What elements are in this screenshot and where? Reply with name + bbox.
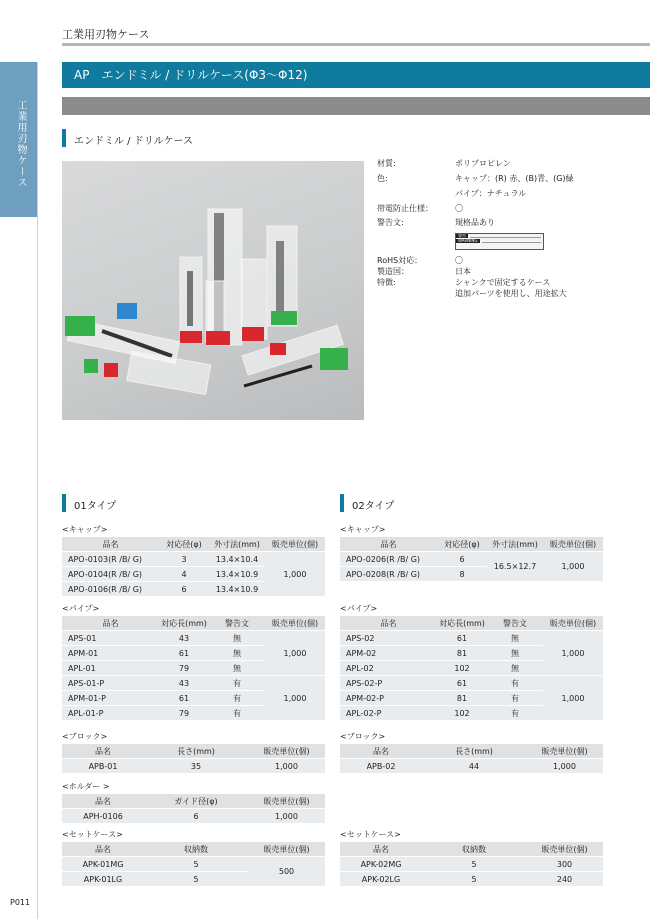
table-cell: 300 — [526, 857, 603, 872]
spec-label: RoHS対応： — [377, 256, 423, 265]
table-header: 長さ(mm) — [144, 744, 248, 759]
side-divider — [37, 62, 38, 919]
table-header: 収納数 — [144, 842, 248, 857]
table-cell: APO-0206(R /B/ G) — [340, 552, 437, 567]
table-row — [62, 676, 325, 691]
table-cell: APL-01-P — [62, 706, 159, 721]
table-cell: 61 — [437, 631, 487, 646]
table-cell: APL-02 — [340, 661, 437, 676]
spec-value: 〇 — [455, 256, 463, 265]
caption-set: <セットケース> — [62, 830, 123, 839]
table-cell: 79 — [159, 661, 209, 676]
spec-value: キャップ：(R) 赤、(B)青、(G)緑 — [455, 174, 574, 183]
caption-set: <セットケース> — [340, 830, 401, 839]
table-cell: 5 — [144, 857, 248, 872]
table-cell: 81 — [437, 646, 487, 661]
table-cell: 13.4×10.9 — [209, 582, 265, 597]
table-cell: APS-01-P — [62, 676, 159, 691]
table-header: 対応径(φ) — [159, 537, 209, 552]
table-cell: APK-01LG — [62, 872, 144, 887]
table-row — [340, 857, 603, 872]
table-cell: 8 — [437, 567, 487, 582]
table-cell: APM-02-P — [340, 691, 437, 706]
subheader-bar — [62, 97, 650, 115]
table-row — [340, 676, 603, 691]
table-cell: APB-01 — [62, 759, 144, 774]
table-header: 品名 — [62, 794, 144, 809]
caption-block: <ブロック> — [340, 732, 386, 741]
table-header: 販売単位(個) — [543, 537, 603, 552]
table-cell: 35 — [144, 759, 248, 774]
table-cell: APL-02-P — [340, 706, 437, 721]
table-cell: 4 — [159, 567, 209, 582]
table-header: 販売単位(個) — [526, 842, 603, 857]
table-cell: 1,000 — [265, 552, 325, 597]
type01-caps-table — [62, 537, 325, 597]
table-row — [340, 552, 603, 567]
table-cell: APO-0106(R /B/ G) — [62, 582, 159, 597]
table-cell: 無 — [209, 661, 265, 676]
table-cell: 有 — [209, 676, 265, 691]
caption-pipes: <パイプ> — [62, 604, 100, 613]
table-header: 品名 — [62, 537, 159, 552]
table-cell: 6 — [437, 552, 487, 567]
table-cell: 61 — [159, 691, 209, 706]
table-cell: APS-01 — [62, 631, 159, 646]
type01-set-table — [62, 842, 325, 887]
table-header: 品名 — [340, 537, 437, 552]
table-cell: 3 — [159, 552, 209, 567]
table-header: 対応径(φ) — [437, 537, 487, 552]
type02-block-table — [340, 744, 603, 774]
table-cell: 44 — [422, 759, 526, 774]
table-cell: 79 — [159, 706, 209, 721]
table-cell: 6 — [159, 582, 209, 597]
table-cell: 240 — [526, 872, 603, 887]
type02-caps-table — [340, 537, 603, 582]
caption-holder: <ホルダー > — [62, 782, 110, 791]
table-cell: 61 — [437, 676, 487, 691]
caption-caps: <キャップ> — [340, 525, 386, 534]
table-header: 販売単位(個) — [543, 616, 603, 631]
table-header: 品名 — [340, 842, 422, 857]
table-row — [62, 552, 325, 567]
table-header: 品名 — [340, 616, 437, 631]
table-cell: APO-0103(R /B/ G) — [62, 552, 159, 567]
table-cell: APO-0104(R /B/ G) — [62, 567, 159, 582]
table-cell: APH-0106 — [62, 809, 144, 824]
caption-caps: <キャップ> — [62, 525, 108, 534]
table-cell: APK-01MG — [62, 857, 144, 872]
table-header: 販売単位(個) — [265, 537, 325, 552]
section-title: エンドミル / ドリルケース — [74, 136, 194, 147]
spec-value: 〇 — [455, 204, 463, 213]
table-header: 販売単位(個) — [248, 794, 325, 809]
table-cell: 5 — [144, 872, 248, 887]
spec-label: 警告文: — [377, 218, 404, 227]
table-header: ガイド径(φ) — [144, 794, 248, 809]
table-cell: 1,000 — [248, 759, 325, 774]
table-header: 外寸法(mm) — [209, 537, 265, 552]
table-cell: 無 — [209, 646, 265, 661]
table-cell: 1,000 — [543, 552, 603, 582]
product-illustration — [62, 161, 364, 420]
table-cell: 102 — [437, 706, 487, 721]
table-header: 外寸法(mm) — [487, 537, 543, 552]
table-cell: 81 — [437, 691, 487, 706]
warning-caption: WARNING — [458, 238, 478, 243]
table-row — [340, 872, 603, 887]
table-cell: APK-02LG — [340, 872, 422, 887]
spec-label: 製造国： — [377, 267, 409, 276]
table-cell: APS-02 — [340, 631, 437, 646]
spec-label: 特徴: — [377, 278, 396, 287]
table-cell: APM-01 — [62, 646, 159, 661]
table-cell: APO-0208(R /B/ G) — [340, 567, 437, 582]
table-header: 長さ(mm) — [422, 744, 526, 759]
table-cell: APB-02 — [340, 759, 422, 774]
type02-title: 02タイプ — [352, 501, 395, 512]
table-row — [62, 857, 325, 872]
section-marker — [340, 494, 344, 512]
table-row — [62, 809, 325, 824]
table-header: 販売単位(個) — [248, 744, 325, 759]
table-header: 警告文 — [487, 616, 543, 631]
table-header: 警告文 — [209, 616, 265, 631]
table-cell: 1,000 — [248, 809, 325, 824]
type02-pipes-table — [340, 616, 603, 721]
table-cell: APK-02MG — [340, 857, 422, 872]
table-cell: 無 — [487, 631, 543, 646]
header-rule — [62, 43, 650, 46]
table-header: 販売単位(個) — [526, 744, 603, 759]
type01-holder-table — [62, 794, 325, 824]
type01-title: 01タイプ — [74, 501, 117, 512]
table-header: 品名 — [340, 744, 422, 759]
table-cell: 102 — [437, 661, 487, 676]
table-cell: 500 — [248, 857, 325, 887]
table-cell: APM-02 — [340, 646, 437, 661]
table-row — [62, 631, 325, 646]
table-cell: APS-02-P — [340, 676, 437, 691]
type01-pipes-table — [62, 616, 325, 721]
table-header: 販売単位(個) — [265, 616, 325, 631]
spec-value: ポリプロピレン — [455, 159, 511, 168]
table-cell: 5 — [422, 872, 526, 887]
table-cell: 有 — [209, 706, 265, 721]
table-cell: 有 — [487, 676, 543, 691]
table-header: 対応長(mm) — [159, 616, 209, 631]
spec-value: シャンクで固定するケース — [455, 278, 551, 287]
table-cell: 16.5×12.7 — [487, 552, 543, 582]
table-cell: 無 — [209, 631, 265, 646]
spec-label: 色: — [377, 174, 388, 183]
warning-tag: 警告 — [458, 233, 466, 238]
table-cell: 61 — [159, 646, 209, 661]
page-number: P011 — [10, 898, 31, 907]
table-row — [340, 759, 603, 774]
table-header: 販売単位(個) — [248, 842, 325, 857]
table-header: 品名 — [62, 744, 144, 759]
table-row — [340, 631, 603, 646]
caption-pipes: <パイプ> — [340, 604, 378, 613]
table-cell: 1,000 — [526, 759, 603, 774]
table-cell: APL-01 — [62, 661, 159, 676]
table-cell: 6 — [144, 809, 248, 824]
table-cell: 13.4×10.9 — [209, 567, 265, 582]
table-cell: 1,000 — [265, 676, 325, 721]
table-cell: 無 — [487, 646, 543, 661]
spec-label: 材質: — [377, 159, 396, 168]
table-cell: 43 — [159, 676, 209, 691]
warning-label-image — [455, 233, 544, 250]
section-marker — [62, 129, 66, 147]
table-header: 対応長(mm) — [437, 616, 487, 631]
table-cell: APM-01-P — [62, 691, 159, 706]
table-cell: 1,000 — [265, 631, 325, 676]
type02-set-table — [340, 842, 603, 887]
spec-value: 追加パーツを使用し、用途拡大 — [455, 289, 567, 298]
type01-block-table — [62, 744, 325, 774]
table-cell: 有 — [487, 691, 543, 706]
section-marker — [62, 494, 66, 512]
table-cell: 5 — [422, 857, 526, 872]
table-cell: 1,000 — [543, 631, 603, 676]
table-cell: 1,000 — [543, 676, 603, 721]
table-header: 品名 — [62, 842, 144, 857]
table-cell: 有 — [209, 691, 265, 706]
spec-value: パイプ：ナチュラル — [455, 189, 527, 198]
running-header: 工業用刃物ケース — [62, 28, 150, 41]
page-title: AP エンドミル / ドリルケース(Φ3〜Φ12) — [62, 62, 650, 88]
table-cell: 43 — [159, 631, 209, 646]
table-row — [62, 759, 325, 774]
table-cell: 有 — [487, 706, 543, 721]
caption-block: <ブロック> — [62, 732, 108, 741]
table-cell: 無 — [487, 661, 543, 676]
side-tab-label: 工業用刃物ケース — [15, 100, 26, 188]
spec-value: 規格品あり — [455, 218, 495, 227]
spec-label: 帯電防止仕様： — [377, 204, 433, 213]
table-header: 収納数 — [422, 842, 526, 857]
table-cell: 13.4×10.4 — [209, 552, 265, 567]
table-header: 品名 — [62, 616, 159, 631]
product-photo — [62, 161, 364, 420]
spec-value: 日本 — [455, 267, 471, 276]
